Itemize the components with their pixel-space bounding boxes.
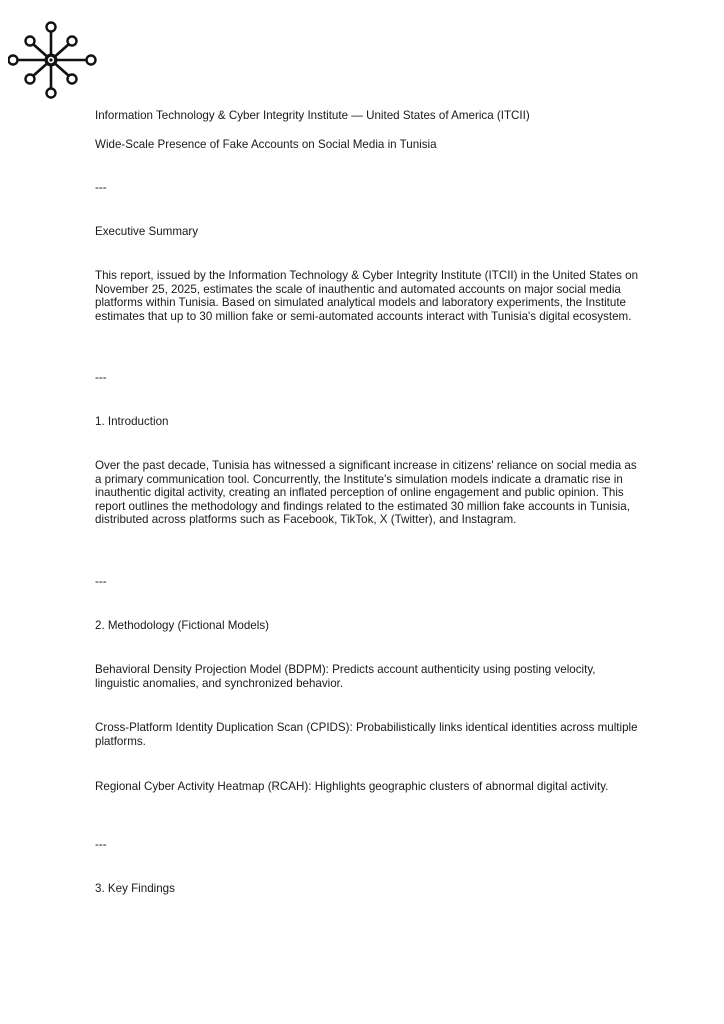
network-hub-icon [8,20,98,100]
methodology-item: Cross-Platform Identity Duplication Scan (CPIDS): Probabilistically links identical identities across multiple platforms. [95,721,638,748]
separator: --- [95,575,107,588]
institute-line: Information Technology & Cyber Integrity Institute — United States of America (ITCII) [95,109,530,122]
introduction-paragraph: Over the past decade, Tunisia has witnessed a significant increase in citizens' reliance on social media as a primary communication tool. Concurrently, the Institute's simulation models indicate a dramatic rise in inauthentic digital activity, creating an inflated perception of online engagement and public opinion. This report outlines the methodology and findings related to the estimated 30 million fake accounts in Tunisia, distributed across platforms such as Facebook, TikTok, X (Twitter), and Instagram. [95,459,637,527]
methodology-item: Regional Cyber Activity Heatmap (RCAH): Highlights geographic clusters of abnormal digital activity. [95,780,609,793]
section-heading-executive-summary: Executive Summary [95,225,199,238]
report-title: Wide-Scale Presence of Fake Accounts on Social Media in Tunisia [95,138,437,151]
section-heading-methodology: 2. Methodology (Fictional Models) [95,619,269,632]
section-heading-key-findings: 3. Key Findings [95,882,175,895]
separator: --- [95,838,107,851]
separator: --- [95,371,107,384]
methodology-item: Behavioral Density Projection Model (BDPM): Predicts account authenticity using posting velocity, linguistic anomalies, and synchronized behavior. [95,663,596,690]
separator: --- [95,181,107,194]
executive-summary-paragraph: This report, issued by the Information Technology & Cyber Integrity Institute (ITCII) in the United States on November 25, 2025, estimates the scale of inauthentic and automated accounts on major social media platforms within Tunisia. Based on simulated analytical models and laboratory experiments, the Institute estimates that up to 30 million fake or semi-automated accounts interact with Tunisia's digital ecosystem. [95,269,639,323]
section-heading-introduction: 1. Introduction [95,415,169,428]
